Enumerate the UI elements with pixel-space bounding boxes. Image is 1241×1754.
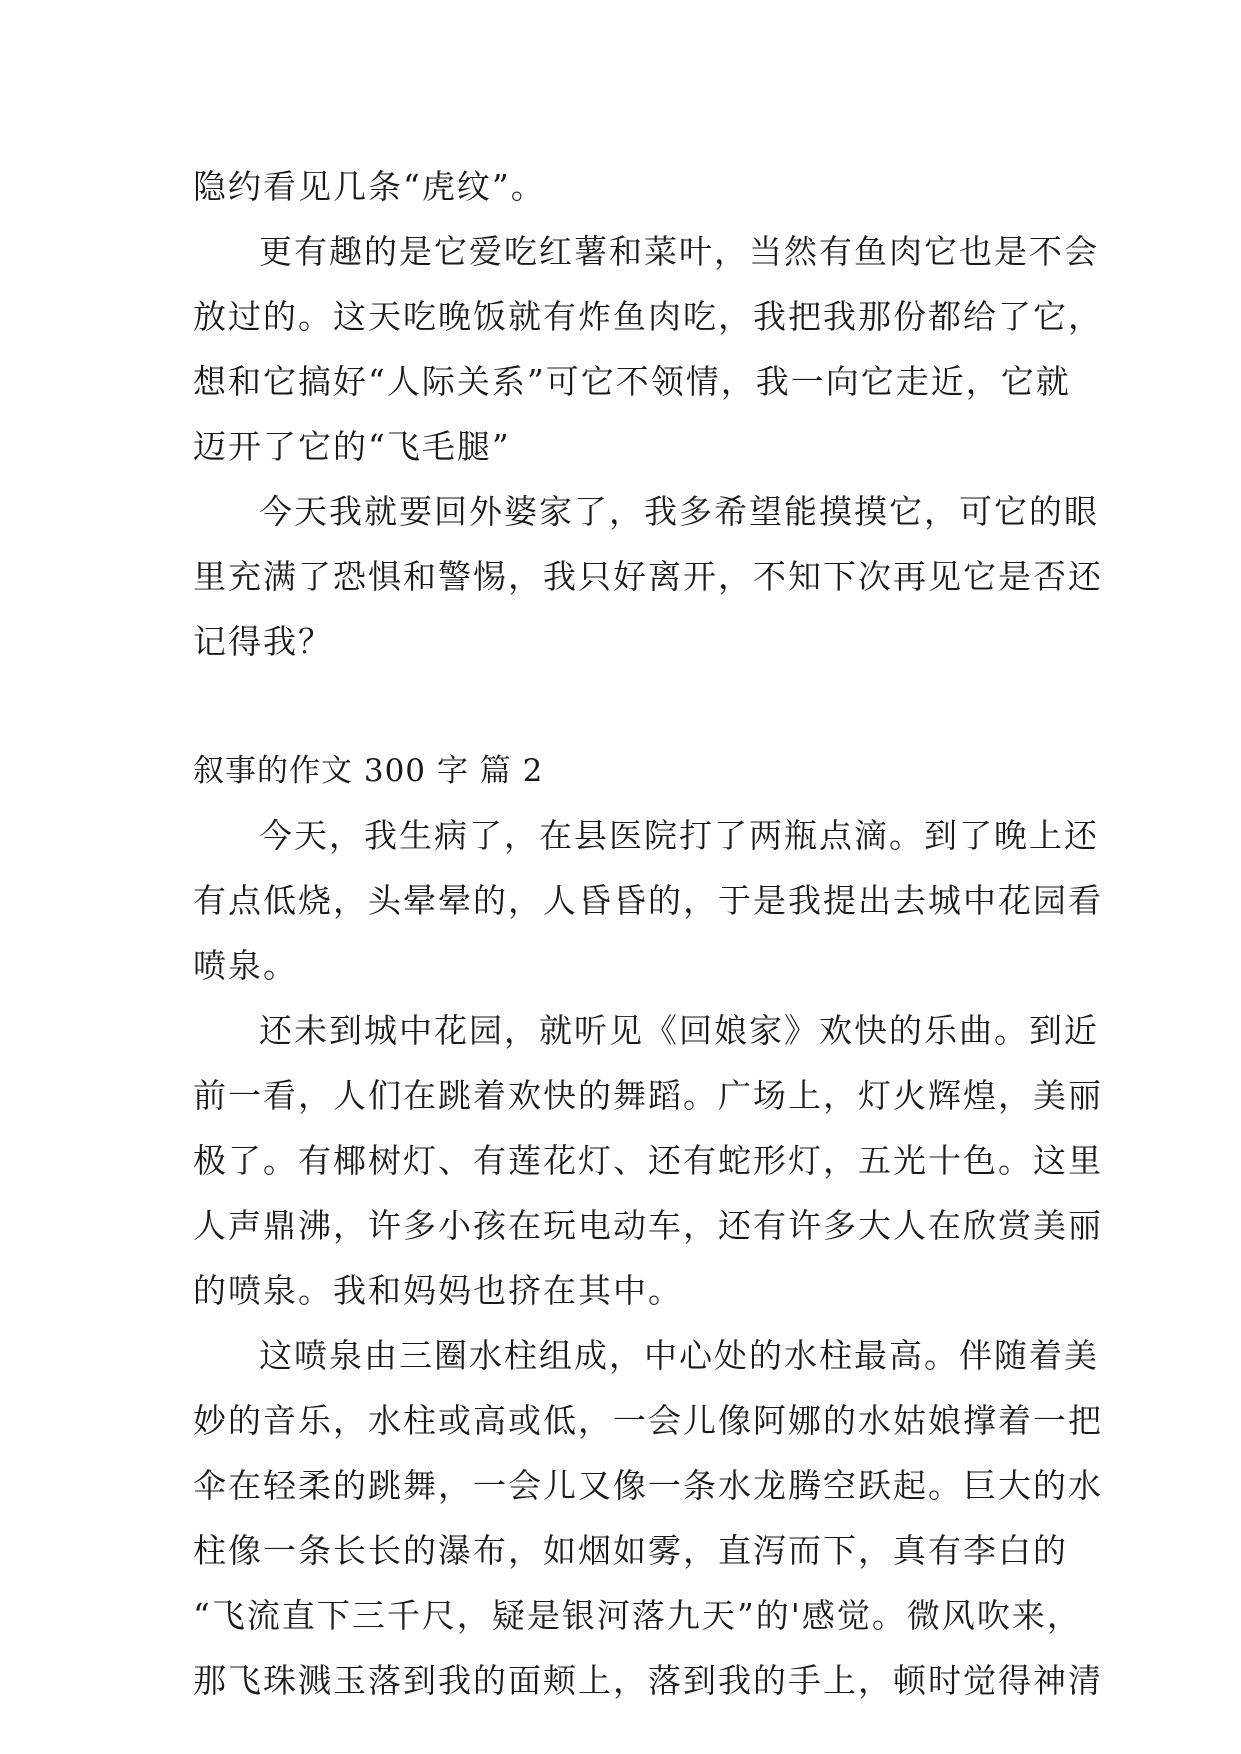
paragraph-line: 想和它搞好“人际关系”可它不领情，我一向它走近，它就 [193, 362, 1071, 401]
paragraph-line: 记得我？ [193, 622, 333, 661]
paragraph-line: 喷泉。 [193, 946, 298, 985]
paragraph-line: 柱像一条长长的瀑布，如烟如雾，直泻而下，真有李白的 [193, 1531, 1068, 1570]
paragraph-line: 迈开了它的“飞毛腿” [193, 427, 511, 466]
paragraph-line: “飞流直下三千尺，疑是银河落九天”的'感觉。微风吹来， [193, 1596, 1082, 1635]
paragraph-line: 妙的音乐，水柱或高或低，一会儿像阿娜的水姑娘撑着一把 [193, 1401, 1103, 1440]
paragraph-line: 那飞珠溅玉落到我的面颊上，落到我的手上，顿时觉得神清 [193, 1661, 1103, 1700]
paragraph-line: 伞在轻柔的跳舞，一会儿又像一条水龙腾空跃起。巨大的水 [193, 1466, 1103, 1505]
paragraph-line: 放过的。这天吃晚饭就有炸鱼肉吃，我把我那份都给了它， [193, 297, 1103, 336]
paragraph-line: 今天，我生病了，在县医院打了两瓶点滴。到了晚上还 [259, 816, 1099, 855]
paragraph-line: 极了。有椰树灯、有莲花灯、还有蛇形灯，五光十色。这里 [193, 1141, 1103, 1180]
paragraph-line: 还未到城中花园，就听见《回娘家》欢快的乐曲。到近 [259, 1011, 1099, 1050]
paragraph-line: 人声鼎沸，许多小孩在玩电动车，还有许多大人在欣赏美丽 [193, 1206, 1103, 1245]
paragraph-line: 的喷泉。我和妈妈也挤在其中。 [193, 1271, 683, 1310]
paragraph-line: 里充满了恐惧和警惕，我只好离开，不知下次再见它是否还 [193, 557, 1103, 596]
paragraph-line: 更有趣的是它爱吃红薯和菜叶，当然有鱼肉它也是不会 [259, 232, 1099, 271]
section-heading: 叙事的作文 300 字 篇 2 [193, 753, 544, 789]
paragraph-line: 隐约看见几条“虎纹”。 [193, 167, 546, 206]
paragraph-line: 前一看，人们在跳着欢快的舞蹈。广场上，灯火辉煌，美丽 [193, 1076, 1103, 1115]
paragraph-line: 这喷泉由三圈水柱组成，中心处的水柱最高。伴随着美 [259, 1336, 1099, 1375]
paragraph-line: 今天我就要回外婆家了，我多希望能摸摸它，可它的眼 [259, 492, 1099, 531]
paragraph-line: 有点低烧，头晕晕的，人昏昏的，于是我提出去城中花园看 [193, 881, 1103, 920]
